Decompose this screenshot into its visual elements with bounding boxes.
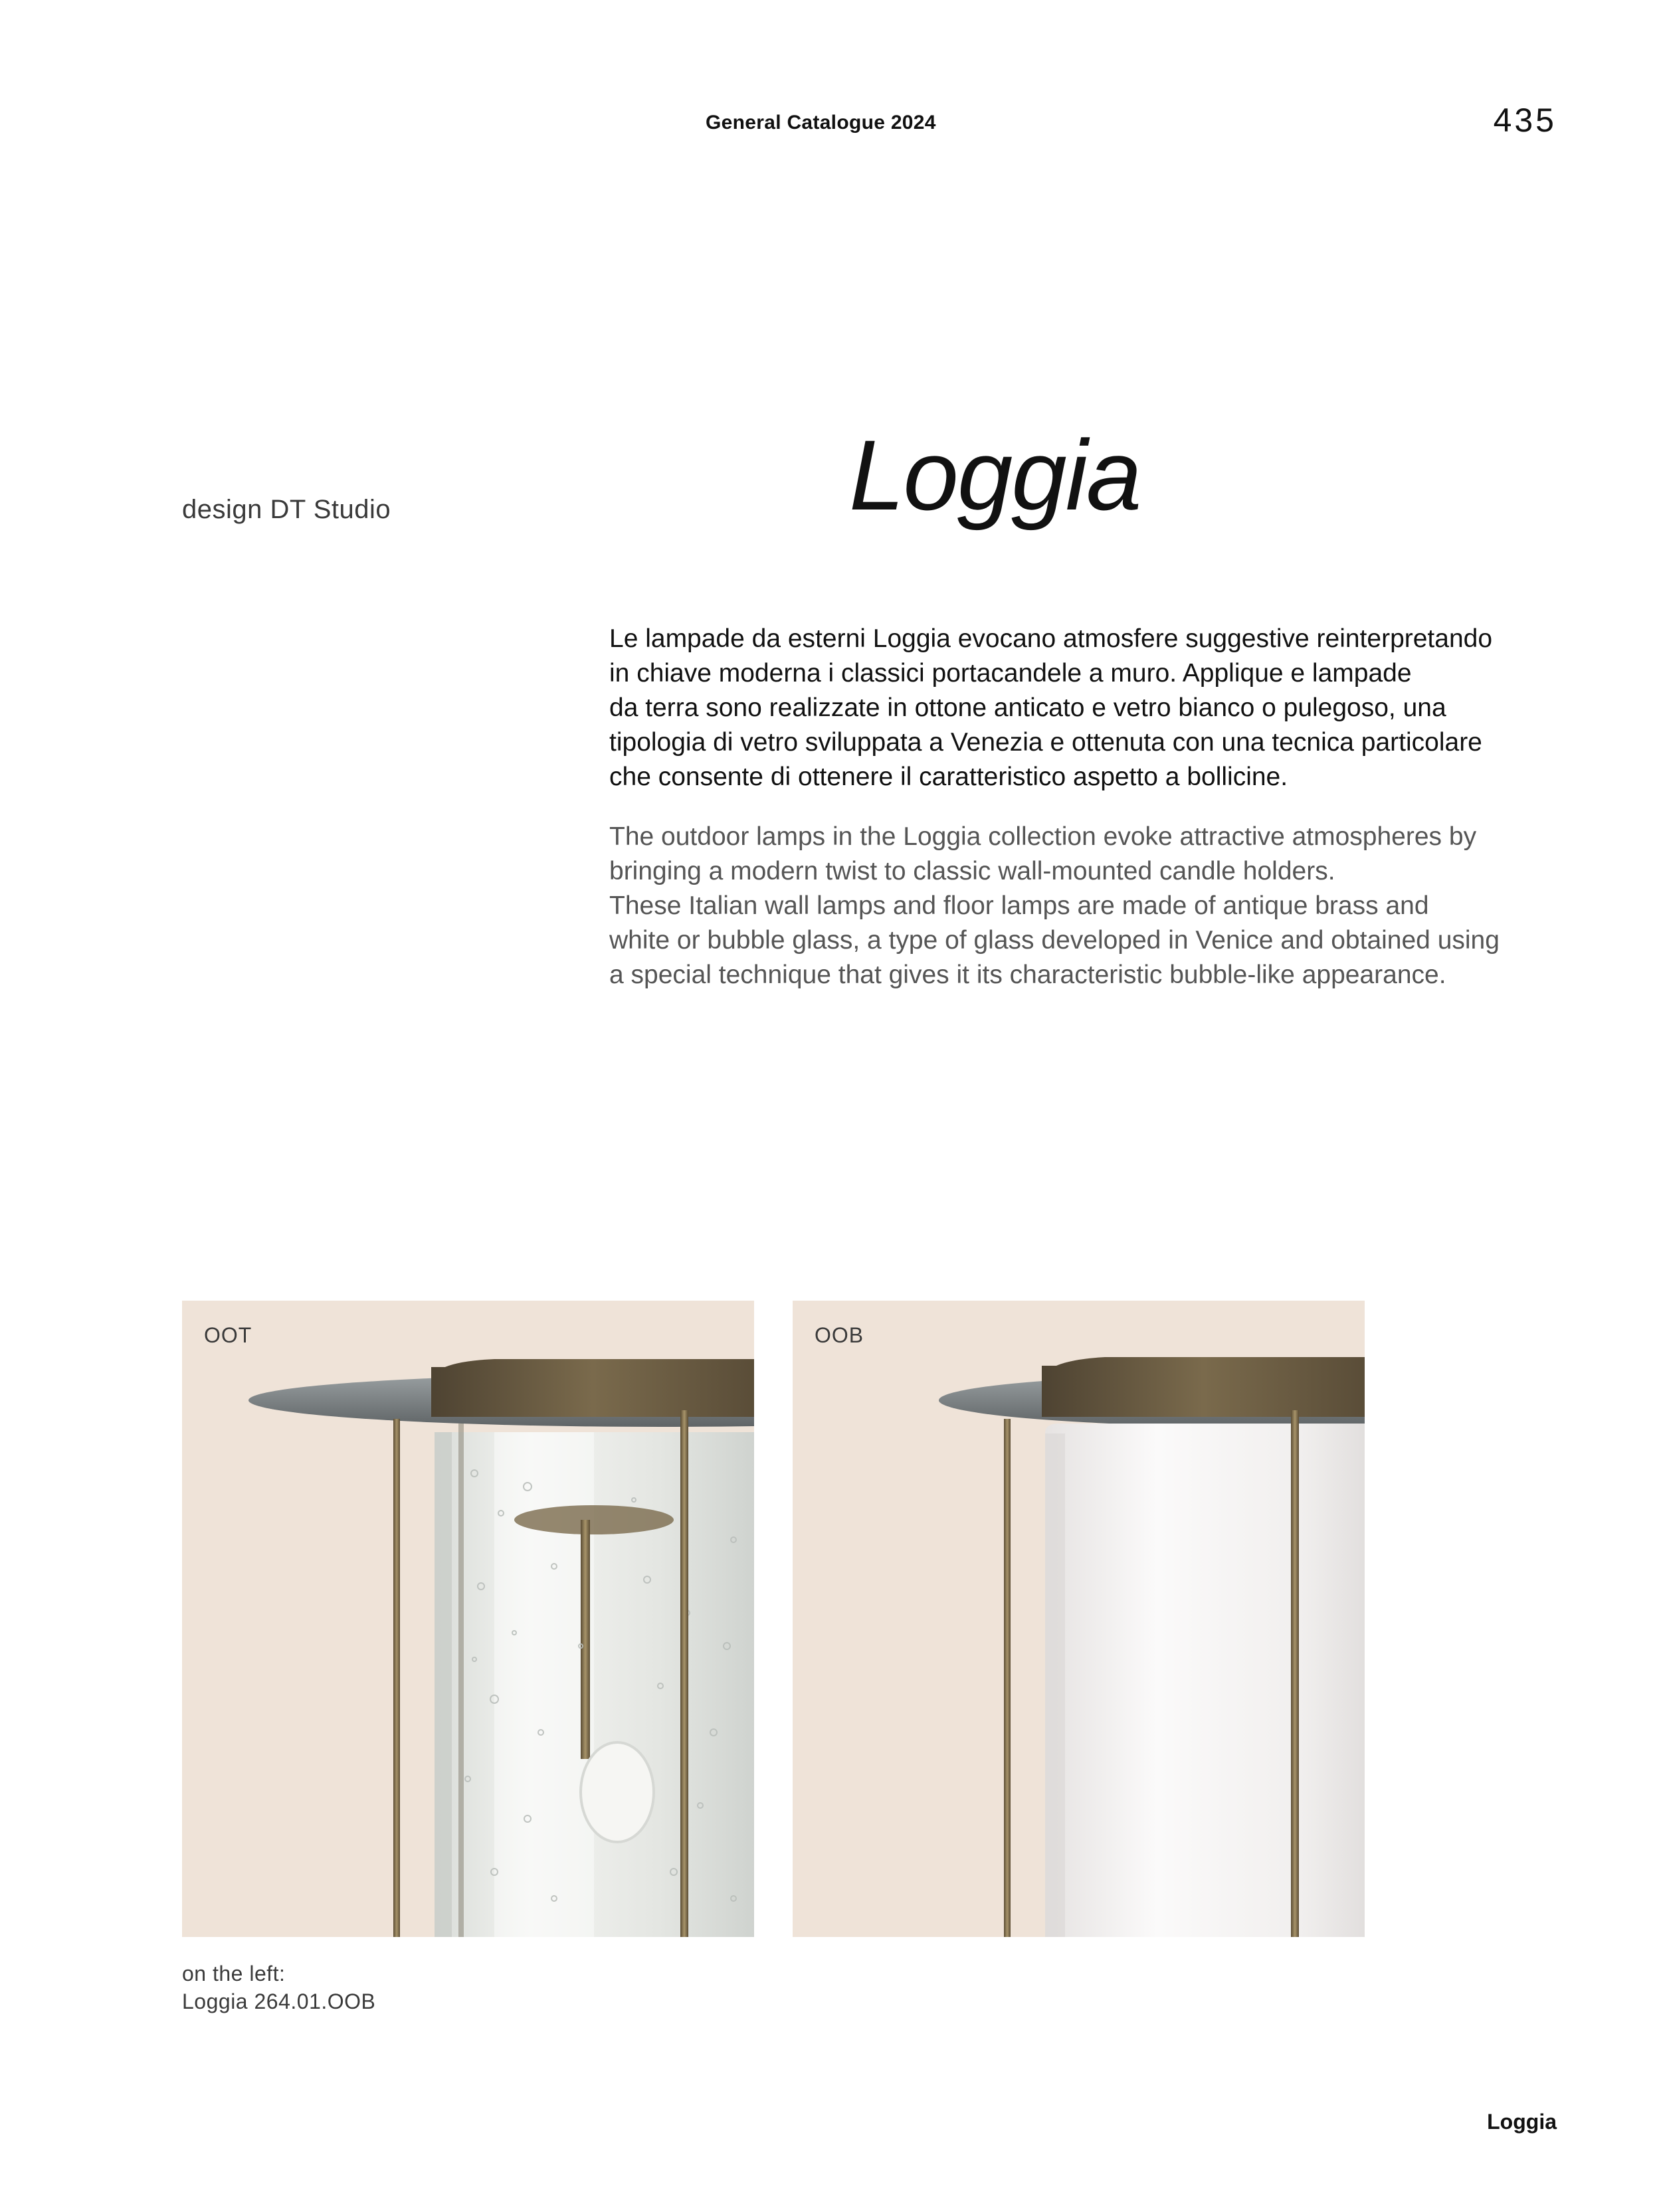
product-title: Loggia <box>849 419 1141 531</box>
description-it-line: che consente di ottenere il caratteristico aspetto a bollicine. <box>609 763 1288 791</box>
description-en-line: The outdoor lamps in the Loggia collection evoke attractive atmospheres by <box>609 822 1477 851</box>
lamp-photo-oob <box>793 1301 1365 1937</box>
description-it-line: in chiave moderna i classici portacandele a muro. Applique e lampade <box>609 659 1412 688</box>
description-it-line: Le lampade da esterni Loggia evocano atmosfere suggestive reinterpretando <box>609 624 1493 653</box>
bubble-glass-lamp-illustration <box>182 1301 754 1937</box>
description-it-line: da terra sono realizzate in ottone anticato e vetro bianco o pulegoso, una <box>609 693 1446 722</box>
description-it-line: tipologia di vetro sviluppata a Venezia e ottenuta con una tecnica particolare <box>609 728 1482 757</box>
description-en-line: white or bubble glass, a type of glass developed in Venice and obtained using <box>609 926 1500 955</box>
white-glass-lamp-illustration <box>793 1301 1365 1937</box>
description-english <box>609 820 1566 992</box>
caption-line: Loggia 264.01.OOB <box>182 1989 376 2013</box>
photo-label-oob: OOB <box>815 1323 864 1347</box>
designer-credit: design DT Studio <box>182 495 391 524</box>
description-italian <box>609 622 1566 794</box>
description-en-line: bringing a modern twist to classic wall-mounted candle holders. <box>609 857 1335 885</box>
lamp-photo-oot <box>182 1301 754 1937</box>
caption-line: on the left: <box>182 1962 286 1985</box>
footer-section-label: Loggia <box>1487 2110 1557 2134</box>
description-en-line: These Italian wall lamps and floor lamps are made of antique brass and <box>609 891 1429 920</box>
description-en-line: a special technique that gives it its characteristic bubble-like appearance. <box>609 961 1446 989</box>
catalogue-title: General Catalogue 2024 <box>706 112 936 134</box>
page-number: 435 <box>1493 102 1557 139</box>
photo-caption <box>182 1960 375 2015</box>
photo-label-oot: OOT <box>204 1323 252 1347</box>
